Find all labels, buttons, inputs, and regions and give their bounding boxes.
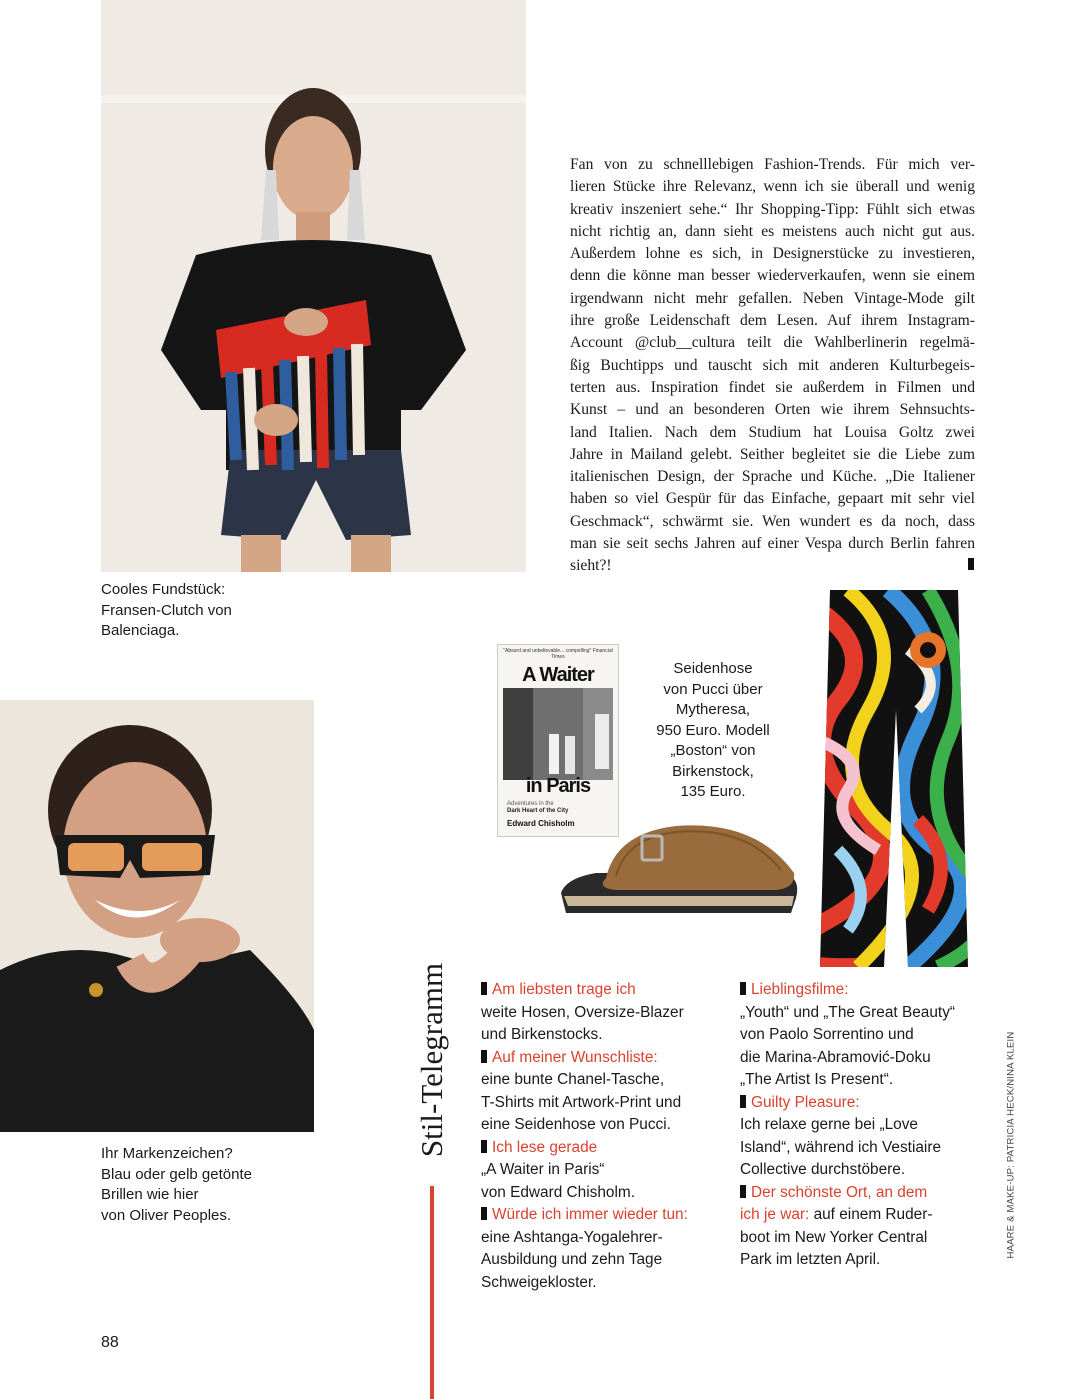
body-line: Außerdem lohne es sich, in Designerstücke zu investieren, [570,245,975,263]
book-quote: "Absurd and unbelievable... compelling" Financial Times [503,648,613,660]
caption-line: Seidenhose [673,660,753,677]
caption-line: von Oliver Peoples. [101,1206,232,1224]
clog-product-image [556,818,801,918]
answer-line: Schweigekloster. [481,1273,597,1291]
caption-line: Fransen-Clutch von [101,601,232,619]
answer-line: von Paolo Sorrentino und [740,1026,914,1043]
book-subtitle-line: Dark Heart of the City [507,808,569,814]
body-line: italienischen Design, der Sprache und Küche. „Die Italiener [570,468,975,486]
caption-line: Brillen wie hier [101,1186,199,1203]
answer-line: T-Shirts mit Artwork-Print und [481,1093,682,1111]
book-subtitle-line: Adventures in the [507,801,554,807]
body-line: denn die könne man besser wiederverkaufen, wenn sie einem [570,267,975,285]
caption-products [638,659,788,803]
telegram-question [740,1092,980,1115]
answer-inline: auf einem Ruder- [813,1206,933,1223]
answer-line: Ausbildung und zehn Tage [481,1251,663,1268]
answer-line: „A Waiter in Paris“ [481,1161,605,1178]
caption-clutch [101,580,321,642]
telegram-question [481,979,721,1002]
bullet-square-icon [481,1207,487,1220]
question-text: Auf meiner Wunschliste: [492,1048,658,1066]
caption-sunglasses [101,1144,321,1226]
answer-line: Island“, während ich Vestiaire [740,1138,942,1156]
photo-woman-with-sunglasses [0,700,314,1132]
caption-line: Cooles Fundstück: [101,581,226,598]
question-text: Am liebsten trage ich [492,981,636,998]
body-line: Fan von zu schnelllebigen Fashion-Trends. Für mich ver- [570,156,975,173]
body-line: nicht richtig an, dann sieht es meistens auch nicht gut aus. [570,222,975,240]
body-line: lieren Stücke ihre Relevanz, wenn ich sie überall und wenig [570,178,975,196]
trousers-product-image [818,590,970,967]
body-line: terten aus. Inspiration findet sie außerdem in Filmen und [570,378,975,396]
answer-line: eine bunte Chanel-Tasche, [481,1071,665,1088]
question-text: Lieblingsfilme: [751,981,849,998]
answer-line: Ich relaxe gerne bei „Love [740,1116,918,1133]
body-line: Geschmack“, schwärmt sie. Wen wundert es da noch, dass [570,512,975,530]
book-title-bottom: in Paris [525,775,591,797]
question-text: Würde ich immer wieder tun: [492,1206,688,1223]
answer-line: von Edward Chisholm. [481,1183,635,1201]
heading-text: Stil-Telegramm [414,962,449,1158]
body-line: haben so viel Gespür für das Einfache, gepaart mit sehr viel [570,490,975,508]
article-body-text [570,154,975,578]
answer-line: die Marina-Abramović-Doku [740,1048,931,1066]
body-line: ßig Buchtipps und tauscht sich mit anderen Kulturbegeis- [570,356,975,374]
question-text: Guilty Pleasure: [751,1093,860,1111]
answer-line: eine Ashtanga-Yogalehrer- [481,1228,663,1246]
caption-line: „Boston“ von [670,742,756,759]
stil-telegramm-heading [404,950,460,1170]
caption-line: Birkenstock, [672,762,754,780]
answer-line: „Youth“ und „The Great Beauty“ [740,1003,956,1021]
body-line: irgendwann nicht mehr gefallen. Neben Vintage-Mode gilt [570,289,975,307]
bullet-square-icon [481,1050,487,1063]
photo-woman-with-clutch [101,0,526,572]
book-title-top: A Waiter [522,664,594,686]
caption-line: Blau oder gelb getönte [101,1165,252,1183]
book-author: Edward Chisholm [507,819,575,828]
body-line: Kunst – und an besonderen Orten wie ihrem Sehnsuchts- [570,401,975,419]
caption-line: 135 Euro. [680,783,746,800]
telegram-question [740,1182,980,1205]
book-cover [497,644,619,837]
page-number: 88 [101,1334,119,1351]
body-line: land Italien. Nach dem Studium hat Louisa Goltz zwei [570,423,975,441]
caption-line: von Pucci über [663,680,763,698]
caption-line: Ihr Markenzeichen? [101,1145,233,1162]
answer-line: Park im letzten April. [740,1251,881,1268]
body-line: man sie seit sechs Jahren auf einer Vespa durch Berlin fahren [570,535,975,553]
photo-credit [1000,1020,1022,1270]
answer-line: „The Artist Is Present“. [740,1071,894,1088]
question-text: Ich lese gerade [492,1138,598,1156]
answer-line: boot im New Yorker Central [740,1228,928,1246]
accent-bar [430,1186,434,1399]
telegram-question [740,1204,980,1227]
bullet-square-icon [740,1095,746,1108]
body-line: sieht?! [570,557,612,575]
bullet-square-icon [740,982,746,995]
answer-line: eine Seidenhose von Pucci. [481,1116,671,1133]
caption-line: Mytheresa, [675,701,751,718]
answer-line: weite Hosen, Oversize-Blazer [481,1003,684,1021]
telegram-column-right [740,979,980,1272]
body-line: ihre große Leidenschaft dem Lesen. Auf ihrem Instagram- [570,312,975,330]
body-line: kreativ inszeniert sehe.“ Ihr Shopping-Tipp: Fühlt sich etwas [570,200,975,218]
telegram-question [481,1137,721,1160]
bullet-square-icon [481,982,487,995]
bullet-square-icon [740,1185,746,1198]
body-line: Account @club__cultura teilt die Wahlberlinerin regelmä- [570,334,975,352]
telegram-column-left [481,979,721,1294]
question-text: Der schönste Ort, an dem [751,1183,928,1201]
end-mark-icon [968,558,974,570]
caption-line: Balenciaga. [101,622,180,639]
telegram-question [740,979,980,1002]
answer-line: und Birkenstocks. [481,1026,603,1043]
book-subtitle [507,801,617,815]
body-line: Jahre in Mailand gelebt. Seither begleitet sie die Liebe zum [570,445,975,463]
bullet-square-icon [481,1140,487,1153]
question-text: ich je war: [740,1206,810,1223]
credit-text: HAARE & MAKE-UP: PATRICIA HECK/NINA KLEIN [1005,1031,1017,1259]
telegram-question [481,1047,721,1070]
answer-line: Collective durchstöbere. [740,1161,906,1178]
telegram-question [481,1204,721,1227]
caption-line: 950 Euro. Modell [656,721,770,739]
